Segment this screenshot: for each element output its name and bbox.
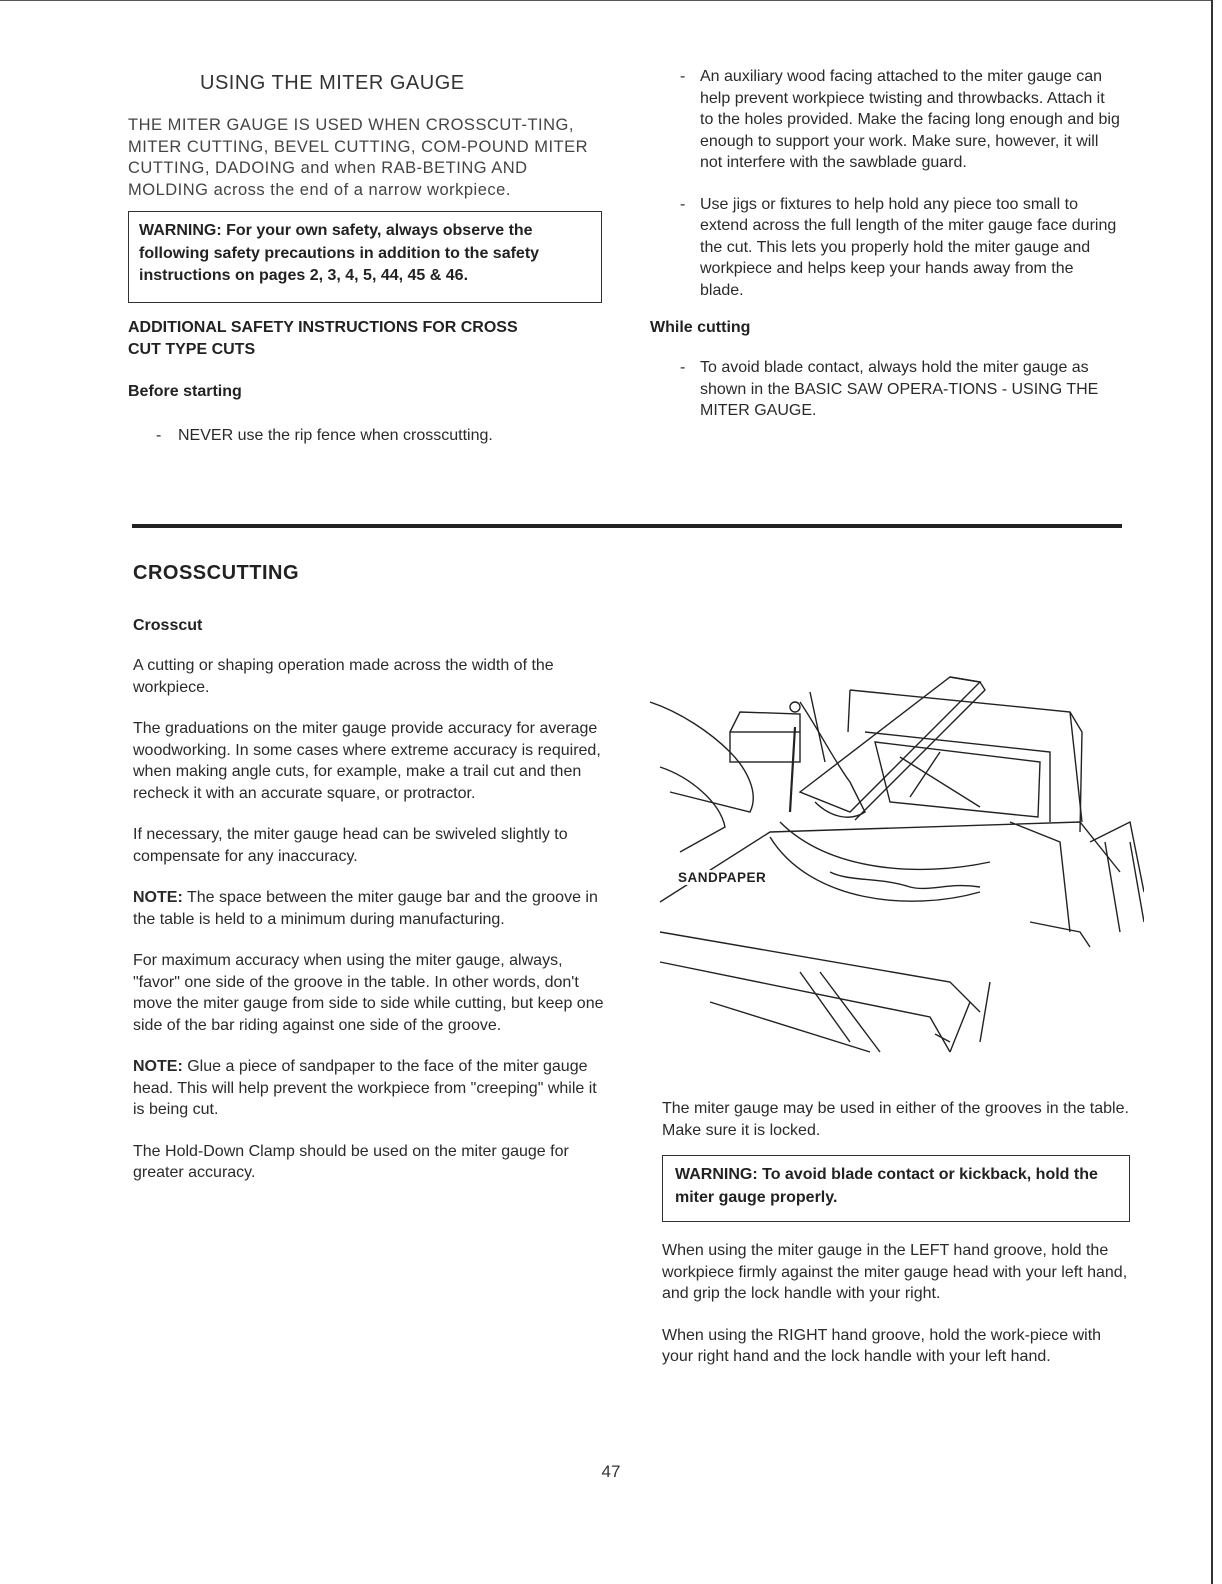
crosscutting-right-column bbox=[662, 1098, 1130, 1368]
left-groove-paragraph: When using the miter gauge in the LEFT hand groove, hold the workpiece firmly against the miter gauge head with your left hand, and grip the lock handle with your right. bbox=[662, 1242, 1128, 1302]
note-label: NOTE: bbox=[133, 889, 183, 906]
additional-safety-heading: ADDITIONAL SAFETY INSTRUCTIONS FOR CROSS CUT TYPE CUTS bbox=[128, 318, 518, 358]
bullet-dash: - bbox=[680, 68, 686, 85]
sandpaper-label: SANDPAPER bbox=[678, 870, 767, 885]
bullet-text: An auxiliary wood facing attached to the miter gauge can help prevent workpiece twisting and throwbacks. Attach it to the holes provided. Make the facing long enough and big enough to support your work. Make sure, however, it will not interfere with the sawblade guard. bbox=[700, 68, 1120, 171]
list-item bbox=[128, 425, 606, 447]
miter-gauge-intro: THE MITER GAUGE IS USED WHEN CROSSCUT-TING, MITER CUTTING, BEVEL CUTTING, COM-POUND MITER CUTTING, DADOING and when RAB-BETING AND MOLDING across the end of a narrow workpiece. bbox=[128, 116, 589, 199]
page-right-border bbox=[1211, 0, 1213, 1584]
bullet-text: Use jigs or fixtures to help hold any piece too small to extend across the full length of the miter gauge face during the cut. This lets you properly hold the miter gauge and workpiece and helps keep your hands away from the blade. bbox=[700, 195, 1117, 299]
list-item bbox=[672, 194, 1120, 302]
crosscut-subtitle: Crosscut bbox=[133, 617, 203, 634]
note-text: Glue a piece of sandpaper to the face of the miter gauge head. This will help prevent the workpiece from "creeping" while it is being cut. bbox=[133, 1058, 597, 1118]
right-groove-paragraph: When using the RIGHT hand groove, hold the work-piece with your right hand and the lock handle with your left hand. bbox=[662, 1326, 1102, 1365]
page-top-border bbox=[0, 0, 1212, 1]
bullet-dash: - bbox=[156, 426, 162, 444]
miter-gauge-right-column bbox=[650, 66, 1120, 422]
bullet-text: NEVER use the rip fence when crosscutting. bbox=[178, 426, 493, 444]
section-title-crosscutting: CROSSCUTTING bbox=[133, 562, 299, 584]
bullet-dash: - bbox=[680, 359, 686, 376]
kickback-warning-box: WARNING: To avoid blade contact or kickback, hold the miter gauge properly. bbox=[662, 1155, 1130, 1222]
bullet-dash: - bbox=[680, 195, 686, 213]
note-text: The space between the miter gauge bar and the groove in the table is held to a minimum during manufacturing. bbox=[133, 889, 598, 928]
page-number: 47 bbox=[601, 1462, 621, 1481]
miter-gauge-left-column bbox=[128, 72, 606, 446]
swivel-paragraph: If necessary, the miter gauge head can be swiveled slightly to compensate for any inaccuracy. bbox=[133, 826, 568, 865]
saw-table-drawing bbox=[650, 672, 1144, 1060]
safety-warning-box: WARNING: For your own safety, always observe the following safety precautions in addition to the safety instructions on pages 2, 3, 4, 5, 44, 45 & 46. bbox=[128, 211, 602, 303]
bullet-text: To avoid blade contact, always hold the miter gauge as shown in the BASIC SAW OPERA-TIONS - USING THE MITER GAUGE. bbox=[700, 359, 1099, 419]
list-item bbox=[672, 66, 1120, 174]
graduations-paragraph: The graduations on the miter gauge provide accuracy for average woodworking. In some cases where extreme accuracy is required, when making angle cuts, for example, make a trail cut and then recheck it with an accurate square, or protractor. bbox=[133, 720, 601, 802]
section-title-using-miter-gauge: USING THE MITER GAUGE bbox=[200, 72, 465, 94]
note-space-paragraph bbox=[133, 887, 611, 930]
favor-paragraph: For maximum accuracy when using the miter gauge, always, "favor" one side of the groove in the table. In other words, don't move the miter gauge from side to side while cutting, but keep one side of the bar riding against one side of the groove. bbox=[133, 952, 604, 1034]
while-cutting-label: While cutting bbox=[650, 319, 751, 336]
crosscutting-left-column bbox=[133, 562, 611, 1184]
miter-gauge-illustration bbox=[650, 672, 1144, 1060]
figure-caption: The miter gauge may be used in either of the grooves in the table. Make sure it is locked. bbox=[662, 1100, 1129, 1139]
crosscut-definition: A cutting or shaping operation made across the width of the workpiece. bbox=[133, 657, 554, 696]
note-label: NOTE: bbox=[133, 1058, 183, 1075]
before-starting-label: Before starting bbox=[128, 382, 242, 400]
section-divider bbox=[132, 524, 1122, 528]
note-sandpaper-paragraph bbox=[133, 1056, 611, 1121]
hold-down-paragraph: The Hold-Down Clamp should be used on the miter gauge for greater accuracy. bbox=[133, 1142, 569, 1181]
list-item bbox=[672, 357, 1120, 422]
